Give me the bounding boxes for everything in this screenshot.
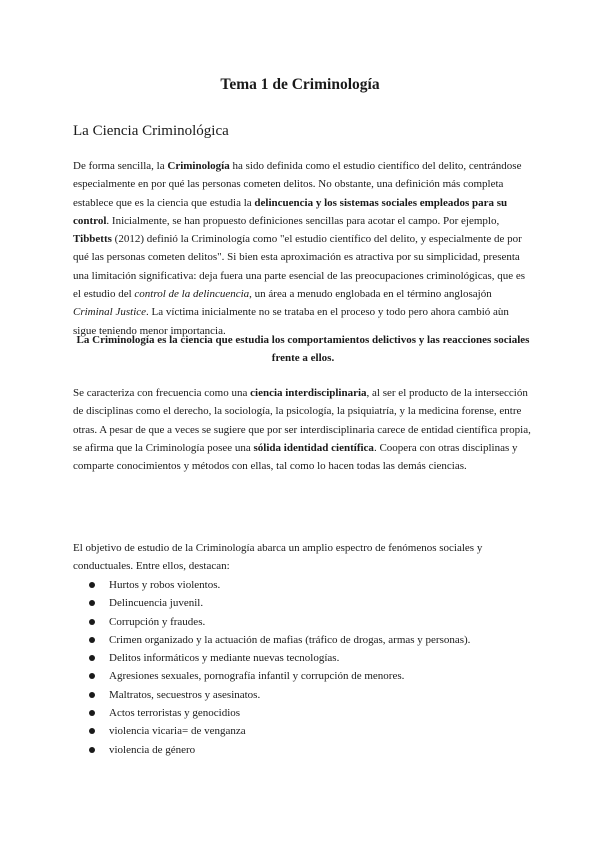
bullet-icon (89, 747, 95, 753)
italic-term: control de la delincuencia (134, 288, 250, 301)
list-item-label: violencia vicaria= de venganza (109, 725, 246, 738)
list-item (73, 722, 533, 740)
phenomena-list (73, 576, 533, 759)
list-item (73, 667, 533, 685)
text-run: . Coopera con otras disciplinas y comparte conocimientos y métodos con ellas, tal como lo hacen todas las demás ciencias. (73, 441, 518, 473)
list-item-label: Agresiones sexuales, pornografía infantil y corrupción de menores. (109, 670, 405, 683)
bold-term: ciencia interdisciplinaria (250, 387, 367, 399)
text-run: (2012) definió la Criminología como "el estudio científico del delito, y especialmente de por qué las personas cometen delitos". Si bien esta aproximación es atractiva por su simplicidad, presenta una limitación significativa: deja fuera una parte esencial de las preocupaciones criminológicas, que es el estudio del (73, 233, 526, 301)
list-item-label: violencia de género (109, 743, 196, 756)
bullet-icon (89, 619, 95, 625)
bullet-icon (89, 710, 95, 716)
text-run: , al ser el producto de la intersección de disciplinas como el derecho, la sociología, la psicología, la psiquiatría, y la medicina forense, entre otras. A pesar de que a veces se sugiere que por ser interdisciplinaria carece de entidad científica propia, se afirma que la Criminología posee una (73, 387, 531, 454)
list-item-label: Maltratos, secuestros y asesinatos. (109, 688, 261, 701)
text-run: . La víctima inicialmente no se trataba en el proceso y todo pero ahora cambió aùn sigue teniendo menor importancia. (73, 306, 509, 337)
text-run: , un área a menudo englobada en el término anglosajón (249, 288, 492, 301)
paragraph-interdisciplinary (73, 384, 533, 475)
list-item (73, 631, 533, 649)
highlight-definition: La Criminología es la ciencia que estudia los comportamientos delictivos y las reacciones sociales frente a ellos. (76, 334, 530, 365)
bold-term: Tibbetts (73, 233, 112, 246)
text-run: De forma sencilla, la (73, 160, 168, 172)
bullet-icon (89, 655, 95, 661)
bullet-icon (89, 600, 95, 606)
list-item (73, 704, 533, 722)
document-title: Tema 1 de Criminología (220, 76, 380, 93)
list-item-label: Delincuencia juvenil. (109, 597, 204, 610)
paragraph-definition (73, 157, 533, 340)
text-run: . Inicialmente, se han propuesto definiciones sencillas para acotar el campo. Por ejemplo, (106, 214, 500, 227)
italic-term: Criminal Justice (73, 306, 147, 319)
bullet-icon (89, 637, 95, 643)
list-item (73, 576, 533, 594)
bullet-icon (89, 728, 95, 734)
list-item (73, 613, 533, 631)
bold-term: sólida identidad científica (253, 441, 374, 454)
text-run: Se caracteriza con frecuencia como una (73, 387, 251, 399)
list-item (73, 686, 533, 704)
list-item (73, 649, 533, 667)
list-item-label: Corrupción y fraudes. (109, 615, 206, 628)
bold-term: delincuencia y los sistemas sociales empleados para su control (73, 196, 508, 227)
paragraph-objectives: El objetivo de estudio de la Criminología abarca un amplio espectro de fenómenos sociales y conductuales. Entre ellos, destacan: (73, 542, 483, 573)
section-heading: La Ciencia Criminológica (73, 123, 229, 139)
list-item-label: Actos terroristas y genocidios (109, 707, 241, 720)
bold-term: Criminología (167, 160, 230, 172)
bullet-icon (89, 673, 95, 679)
list-item-label: Delitos informáticos y mediante nuevas tecnologías. (109, 652, 340, 665)
bullet-icon (89, 582, 95, 588)
text-run: ha sido definida como el estudio científico del delito, centrándose especialmente en por qué las personas cometen delitos. No obstante, una definición más completa establece que es la ciencia que estudia la (73, 160, 522, 209)
list-item (73, 741, 533, 759)
list-item (73, 594, 533, 612)
bullet-icon (89, 692, 95, 698)
list-item-label: Crimen organizado y la actuación de mafias (tráfico de drogas, armas y personas). (109, 633, 471, 646)
list-item-label: Hurtos y robos violentos. (109, 579, 221, 591)
